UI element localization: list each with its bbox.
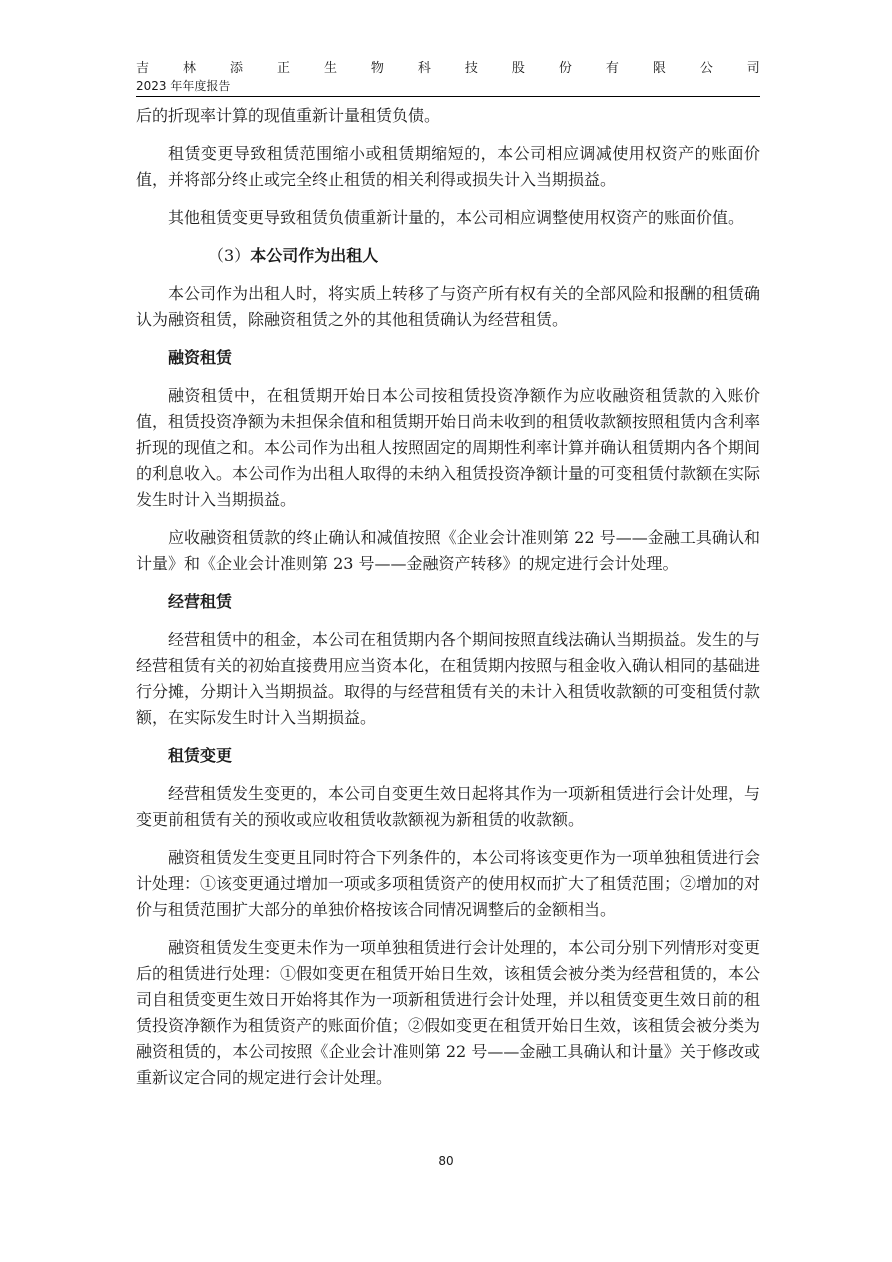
document-body xyxy=(136,103,760,1091)
document-page xyxy=(136,60,760,1103)
subheading-number: （3） xyxy=(208,246,251,265)
header-report-title: 2023 年年度报告 xyxy=(136,79,231,93)
subheading-lessor xyxy=(136,243,760,269)
paragraph-change-3: 融资租赁发生变更未作为一项单独租赁进行会计处理的，本公司分别下列情形对变更后的租赁进行处理：①假如变更在租赁开始日生效，该租赁会被分类为经营租赁的，本公司自租赁变更生效日开始将其作为一项新租赁进行会计处理，并以租赁变更生效日前的租赁投资净额作为租赁资产的账面价值；②假如变更在租赁开始日生效，该租赁会被分类为融资租赁的，本公司按照《企业会计准则第 22 号——金融工具确认和计量》关于修改或重新议定合同的规定进行会计处理。 xyxy=(136,938,761,1087)
company-char: 份 xyxy=(558,61,572,76)
header-divider xyxy=(136,96,760,97)
company-char: 限 xyxy=(652,61,666,76)
company-char: 科 xyxy=(417,61,431,76)
label-operating-lease: 经营租赁 xyxy=(168,592,233,611)
paragraph-operating-lease: 经营租赁中的租金，本公司在租赁期内各个期间按照直线法确认当期损益。发生的与经营租赁有关的初始直接费用应当资本化，在租赁期内按照与租金收入确认相同的基础进行分摊，分期计入当期损益。取得的与经营租赁有关的未计入租赁收款额的可变租赁付款额，在实际发生时计入当期损益。 xyxy=(136,630,761,727)
paragraph-finance-lease-2: 应收融资租赁款的终止确认和减值按照《企业会计准则第 22 号——金融工具确认和计量》和《企业会计准则第 23 号——金融资产转移》的规定进行会计处理。 xyxy=(136,528,760,573)
company-char: 吉 xyxy=(136,61,150,76)
company-char: 股 xyxy=(511,61,525,76)
company-char: 物 xyxy=(370,61,384,76)
company-char: 林 xyxy=(182,61,196,76)
label-lease-change: 租赁变更 xyxy=(168,746,233,765)
paragraph-lessor-intro: 本公司作为出租人时，将实质上转移了与资产所有权有关的全部风险和报酬的租赁确认为融资租赁，除融资租赁之外的其他租赁确认为经营租赁。 xyxy=(136,284,761,329)
subheading-text: 本公司作为出租人 xyxy=(250,246,379,265)
paragraph-change-1: 经营租赁发生变更的，本公司自变更生效日起将其作为一项新租赁进行会计处理，与变更前租赁有关的预收或应收租赁收款额视为新租赁的收款额。 xyxy=(136,784,761,829)
company-char: 添 xyxy=(229,61,243,76)
paragraph-other-change: 其他租赁变更导致租赁负债重新计量的，本公司相应调整使用权资产的账面价值。 xyxy=(168,208,745,227)
label-finance-lease: 融资租赁 xyxy=(168,348,233,367)
paragraph-finance-lease-1: 融资租赁中，在租赁期开始日本公司按租赁投资净额作为应收融资租赁款的入账价值，租赁投资净额为未担保余值和租赁期开始日尚未收到的租赁收款额按照租赁内含利率折现的现值之和。本公司作为出租人按照固定的周期性利率计算并确认租赁期内各个期间的利息收入。本公司作为出租人取得的未纳入租赁投资净额计量的可变租赁付款额在实际发生时计入当期损益。 xyxy=(136,386,761,509)
header-company-name xyxy=(136,60,760,78)
company-char: 技 xyxy=(464,61,478,76)
paragraph-change-2: 融资租赁发生变更且同时符合下列条件的，本公司将该变更作为一项单独租赁进行会计处理：①该变更通过增加一项或多项租赁资产的使用权而扩大了租赁范围；②增加的对价与租赁范围扩大部分的单独价格按该合同情况调整后的金额相当。 xyxy=(136,848,761,919)
page-number: 80 xyxy=(438,1154,454,1168)
company-char: 有 xyxy=(605,61,619,76)
paragraph-continuation: 后的折现率计算的现值重新计量租赁负债。 xyxy=(136,106,441,125)
company-char: 司 xyxy=(746,61,760,76)
paragraph-change-scope: 租赁变更导致租赁范围缩小或租赁期缩短的，本公司相应调减使用权资产的账面价值，并将部分终止或完全终止租赁的相关利得或损失计入当期损益。 xyxy=(136,144,760,189)
company-char: 生 xyxy=(323,61,337,76)
company-char: 正 xyxy=(276,61,290,76)
company-char: 公 xyxy=(699,61,713,76)
